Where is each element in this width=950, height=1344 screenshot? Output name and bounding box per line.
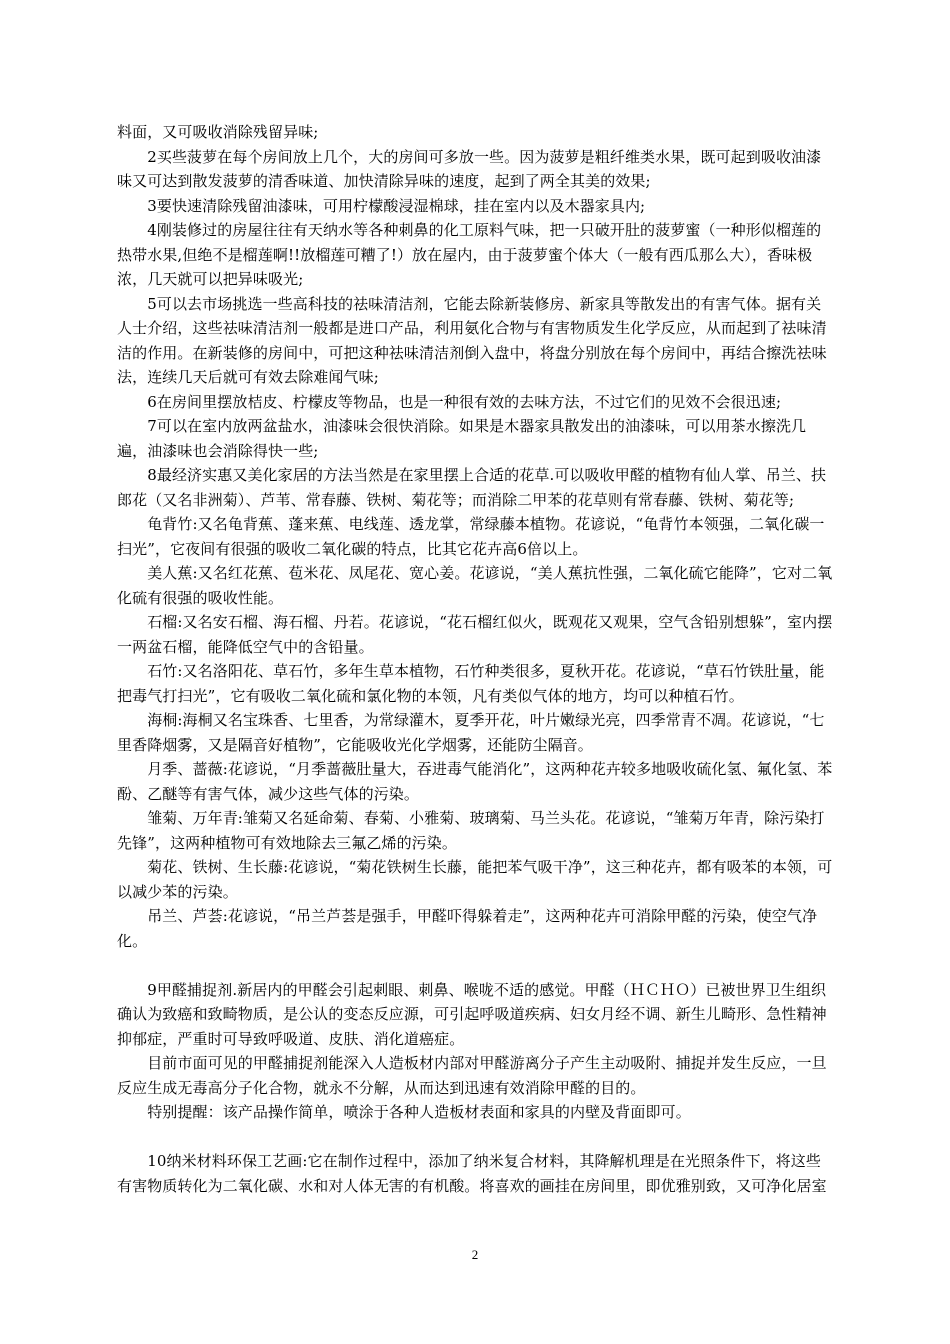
paragraph: 目前市面可见的甲醛捕捉剂能深入人造板材内部对甲醛游离分子产生主动吸附、捕捉并发生反应，一旦反应生成无毒高分子化合物，就永不分解，从而达到迅速有效消除甲醛的目的。 xyxy=(117,1054,827,1097)
paragraph: 特别提醒：该产品操作简单，喷涂于各种人造板材表面和家具的内壁及背面即可。 xyxy=(117,1103,691,1121)
paragraph: 3要快速清除残留油漆味，可用柠檬酸浸湿棉球，挂在室内以及木器家具内; xyxy=(117,196,646,215)
plant-paragraph: 菊花、铁树、生长藤:花谚说，“菊花铁树生长藤，能把苯气吸干净”，这三种花卉，都有吸苯的本领，可以减少苯的污染。 xyxy=(117,858,833,901)
plant-paragraph: 美人蕉:又名红花蕉、苞米花、凤尾花、宽心姜。花谚说，“美人蕉抗性强，二氧化硫它能降”，它对二氧化硫有很强的吸收性能。 xyxy=(117,564,833,607)
plant-paragraph: 龟背竹:又名龟背蕉、蓬来蕉、电线莲、透龙掌，常绿藤本植物。花谚说，“龟背竹本领强，二氧化碳一扫光”，它夜间有很强的吸收二氧化碳的特点，比其它花卉高6倍以上。 xyxy=(117,515,825,558)
plant-paragraph: 月季、蔷薇:花谚说，“月季蔷薇肚量大，吞进毒气能消化”，这两种花卉较多地吸收硫化氢、氟化氢、苯酚、乙醚等有害气体，减少这些气体的污染。 xyxy=(117,760,833,803)
paragraph: 8最经济实惠又美化家居的方法当然是在家里摆上合适的花草.可以吸收甲醛的植物有仙人掌、吊兰、扶郎花（又名非洲菊）、芦苇、常春藤、铁树、菊花等；而消除二甲苯的花草则有常春藤、铁树、菊花等; xyxy=(117,466,827,509)
paragraph: 料面，又可吸收消除残留异味; xyxy=(117,123,319,141)
paragraph: 2买些菠萝在每个房间放上几个，大的房间可多放一些。因为菠萝是粗纤维类水果，既可起到吸收油漆味又可达到散发菠萝的清香味道、加快清除异味的速度，起到了两全其美的效果; xyxy=(117,147,822,190)
page-body xyxy=(117,120,833,1198)
paragraph: 10纳米材料环保工艺画:它在制作过程中，添加了纳米复合材料，其降解机理是在光照条件下，将这些有害物质转化为二氧化碳、水和对人体无害的有机酸。将喜欢的画挂在房间里，即优雅别致，又可净化居室 xyxy=(117,1152,827,1195)
paragraph: 5可以去市场挑选一些高科技的祛味清洁剂，它能去除新装修房、新家具等散发出的有害气体。据有关人士介绍，这些祛味清洁剂一般都是进口产品，利用氨化合物与有害物质发生化学反应，从而起到了祛味清洁的作用。在新装修的房间中，可把这种祛味清洁剂倒入盘中，将盘分别放在每个房间中，再结合擦洗祛味法，连续几天后就可有效去除难闻气味; xyxy=(117,294,827,386)
paragraph: 9甲醛捕捉剂.新居内的甲醛会引起刺眼、刺鼻、喉咙不适的感觉。甲醛（ＨＣＨＯ）已被世界卫生组织确认为致癌和致畸物质，是公认的变态反应源，可引起呼吸道疾病、妇女月经不调、新生儿畸形、急性精神抑郁症，严重时可导致呼吸道、皮肤、消化道癌症。 xyxy=(117,980,827,1048)
plant-paragraph: 吊兰、芦荟:花谚说，“吊兰芦荟是强手，甲醛吓得躲着走”，这两种花卉可消除甲醛的污染，使空气净化。 xyxy=(117,907,818,950)
paragraph-gap xyxy=(117,1125,833,1150)
plant-paragraph: 雏菊、万年青:雏菊又名延命菊、春菊、小雅菊、玻璃菊、马兰头花。花谚说，“雏菊万年青，除污染打先锋”，这两种植物可有效地除去三氟乙烯的污染。 xyxy=(117,809,825,852)
paragraph-gap xyxy=(117,953,833,978)
paragraph: 4刚装修过的房屋往往有天纳水等各种刺鼻的化工原料气味，把一只破开肚的菠萝蜜（一种形似榴莲的热带水果,但绝不是榴莲啊!!放榴莲可糟了!）放在屋内，由于菠萝蜜个体大（一般有西瓜那么大），香味极浓，几天就可以把异味吸光; xyxy=(117,221,822,288)
paragraph: 6在房间里摆放桔皮、柠檬皮等物品，也是一种很有效的去味方法，不过它们的见效不会很迅速; xyxy=(117,392,782,411)
paragraph: 7可以在室内放两盆盐水，油漆味会很快消除。如果是木器家具散发出的油漆味，可以用茶水擦洗几遍，油漆味也会消除得快一些; xyxy=(117,417,807,460)
plant-paragraph: 海桐:海桐又名宝珠香、七里香，为常绿灌木，夏季开花，叶片嫩绿光亮，四季常青不凋。花谚说，“七里香降烟雾，又是隔音好植物”，它能吸收光化学烟雾，还能防尘隔音。 xyxy=(117,711,825,754)
plant-paragraph: 石竹:又名洛阳花、草石竹，多年生草本植物，石竹种类很多，夏秋开花。花谚说，“草石竹铁肚量，能把毒气打扫光”，它有吸收二氧化硫和氯化物的本领，凡有类似气体的地方，均可以种植石竹。 xyxy=(117,662,825,705)
plant-paragraph: 石榴:又名安石榴、海石榴、丹若。花谚说，“花石榴红似火，既观花又观果，空气含铅别想躲”，室内摆一两盆石榴，能降低空气中的含铅量。 xyxy=(117,613,833,656)
page-number: 2 xyxy=(471,1247,479,1262)
